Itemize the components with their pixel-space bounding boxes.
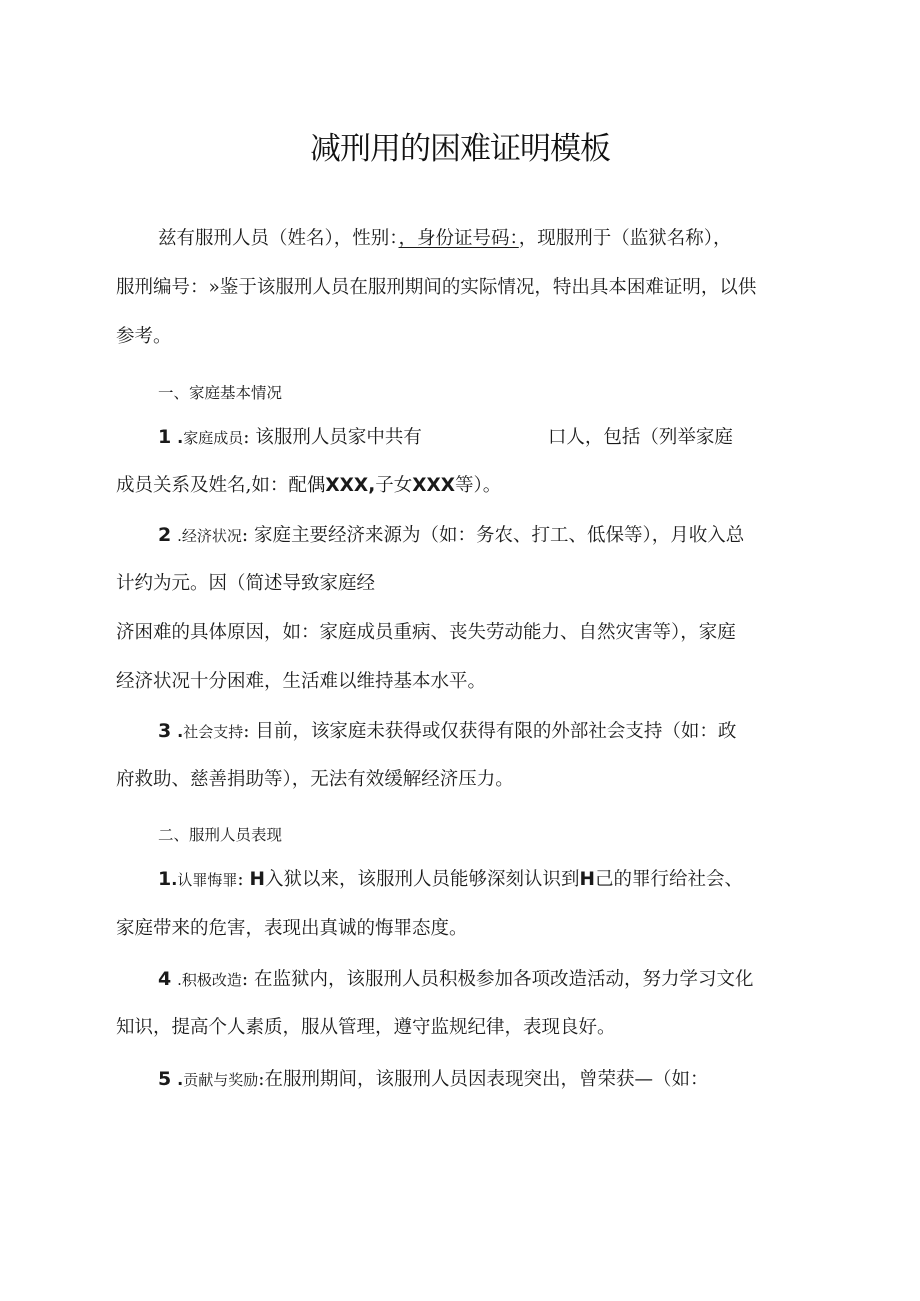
s1-item-1-dot: . xyxy=(177,428,184,447)
s2-item-1-label: 认罪悔罪 xyxy=(177,871,238,889)
s2-item-4-line-2: 知识，提高个人素质，服从管理，遵守监规纪律，表现良好。 xyxy=(116,1017,616,1038)
s1-item-1-line-2 xyxy=(116,473,501,499)
s1-item-1-number: 1 xyxy=(158,426,172,448)
s1-item-2-number: 2 xyxy=(158,524,172,546)
s1-item-2-line-4: 经济状况十分困难，生活难以维持基本水平。 xyxy=(116,671,487,692)
s2-item-1-dot: . xyxy=(171,870,178,889)
s1-item-2-line-2: 计约为元。因（简述导致家庭经 xyxy=(116,573,376,594)
s1-item-1-line-2-d: 等）。 xyxy=(455,475,502,496)
intro-line-1 xyxy=(158,226,732,252)
s1-item-2-line-1 xyxy=(158,522,744,549)
s2-item-4-dot: . xyxy=(177,971,182,989)
s1-item-3-line-2: 府救助、慈善捐助等），无法有效缓解经济压力。 xyxy=(116,769,514,790)
s2-item-4-number: 4 xyxy=(158,968,172,990)
document-title: 减刑用的困难证明模板 xyxy=(310,131,610,167)
s2-item-1-number: 1 xyxy=(158,868,172,890)
s2-item-4-line-1 xyxy=(158,966,754,993)
intro-line-2: 服刑编号：»鉴于该服刑人员在服刑期间的实际情况，特出具本困难证明，以供 xyxy=(116,277,757,298)
s1-item-3-line-1 xyxy=(158,718,736,745)
s1-item-1-text-b: 口人，包括（列举家庭 xyxy=(547,427,733,448)
s1-item-2-text: : 家庭主要经济来源为（如：务农、打工、低保等），月收入总 xyxy=(241,525,745,546)
s2-item-1-text-b: 己的罪行给社会、 xyxy=(594,869,743,890)
glyph-h-1: H xyxy=(249,869,265,890)
s2-item-5-text: :在服刑期间，该服刑人员因表现突出，曾荣获—（如： xyxy=(258,1069,709,1090)
s2-item-1-line-2: 家庭带来的危害，表现出真诚的悔罪态度。 xyxy=(116,918,468,939)
s1-item-3-dot: . xyxy=(177,722,184,741)
s2-item-1-colon: : xyxy=(237,869,250,890)
s1-item-3-number: 3 xyxy=(158,720,172,742)
section-1-heading: 一、家庭基本情况 xyxy=(158,384,283,402)
s1-item-1-line-2-a: 成员关系及姓名,如：配偶 xyxy=(116,475,326,496)
s1-item-1-line-1 xyxy=(158,424,733,451)
glyph-h-2: H xyxy=(579,869,595,890)
comma: , xyxy=(368,475,376,496)
child-placeholder: XXX xyxy=(412,475,456,496)
id-number-underlined: ，身份证号码： xyxy=(398,228,519,249)
s1-item-2-line-3: 济困难的具体原因，如：家庭成员重病、丧失劳动能力、自然灾害等），家庭 xyxy=(116,622,736,643)
s1-item-1-text-a: : 该服刑人员家中共有 xyxy=(243,427,422,448)
intro-line-3: 参考。 xyxy=(116,326,172,347)
s2-item-1-text-a: 入狱以来，该服刑人员能够深刻认识到 xyxy=(264,869,580,890)
s2-item-5-label: 贡献与奖励 xyxy=(183,1071,259,1089)
section-2-heading: 二、服刑人员表现 xyxy=(158,826,283,844)
s2-item-1-line-1 xyxy=(158,866,743,893)
s2-item-5-line-1 xyxy=(158,1066,708,1093)
s1-item-3-text: : 目前，该家庭未获得或仅获得有限的外部社会支持（如：政 xyxy=(243,721,737,742)
s1-item-2-label: 经济状况 xyxy=(181,527,242,545)
intro-line-1-end: ，现服刑于（监狱名称）， xyxy=(518,228,732,249)
s1-item-3-label: 社会支持 xyxy=(183,723,244,741)
spouse-placeholder: XXX xyxy=(325,475,369,496)
intro-line-1-start: 兹有服刑人员（姓名），性别： xyxy=(158,228,399,249)
s1-item-1-label: 家庭成员 xyxy=(183,429,244,447)
s2-item-5-dot: . xyxy=(177,1070,184,1089)
s1-item-1-line-2-c: 子女 xyxy=(375,475,413,496)
s1-item-2-dot: . xyxy=(177,527,182,545)
s2-item-5-number: 5 xyxy=(158,1068,172,1090)
s2-item-4-label: 积极改造 xyxy=(181,971,242,989)
s2-item-4-text: : 在监狱内，该服刑人员积极参加各项改造活动，努力学习文化 xyxy=(241,969,754,990)
